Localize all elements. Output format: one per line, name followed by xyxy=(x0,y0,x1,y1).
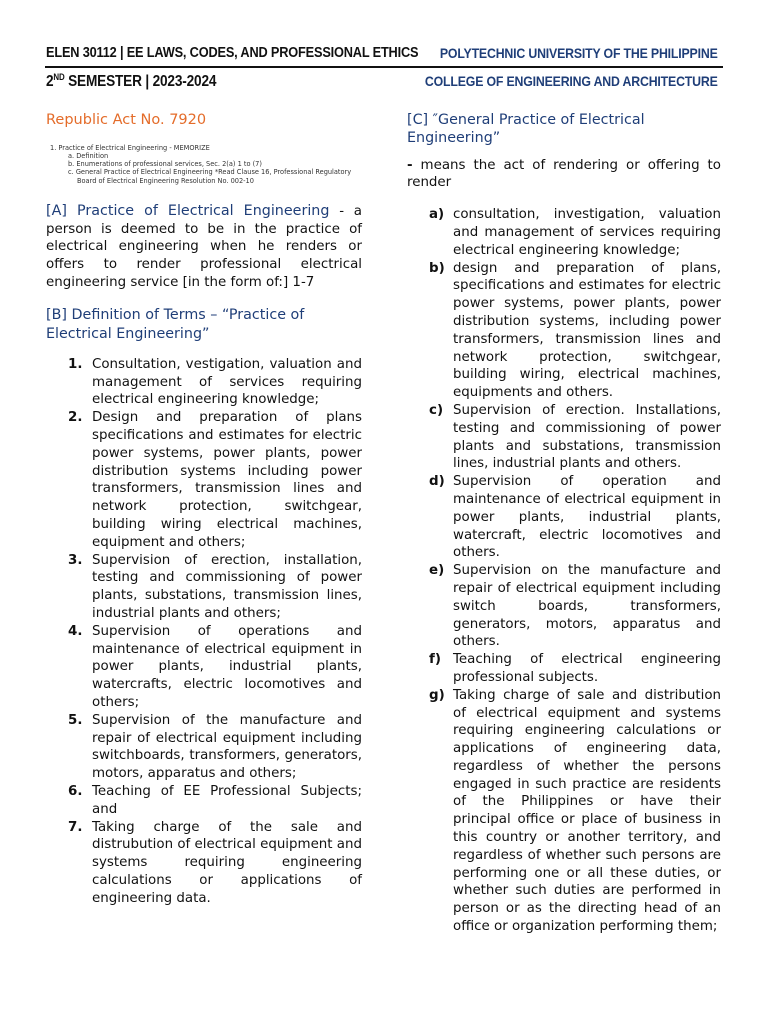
item-text: Supervision of operations and maintenance of electrical equipment in power plants, industrial plants, watercrafts, electric locomotives and others; xyxy=(92,623,362,710)
list-item xyxy=(407,206,721,259)
item-text: Supervision of operation and maintenance of electrical equipment in power plants, industrial plants, watercraft, electric locomotives and others. xyxy=(453,474,721,561)
republic-act-title: Republic Act No. 7920 xyxy=(46,112,207,128)
memo-line-1: 1. Practice of Electrical Engineering - MEMORIZE xyxy=(50,143,210,152)
list-item xyxy=(407,473,721,562)
list-item xyxy=(407,687,721,936)
item-text: Supervision on the manufacture and repair of electrical equipment including switch boards, transformers, generators, motors, apparatus and others. xyxy=(453,563,721,650)
memo-line-c: c. General Practice of Electrical Engineering *Read Clause 16, Professional Regulatory xyxy=(68,168,352,177)
college-name: COLLEGE OF ENGINEERING AND ARCHITECTURE xyxy=(425,73,718,89)
item-letter: g) xyxy=(429,687,445,703)
list-item xyxy=(407,260,721,402)
list-item xyxy=(407,402,721,473)
definition-dash: - xyxy=(407,157,413,173)
section-c-list xyxy=(407,206,721,936)
semester-line xyxy=(46,72,216,91)
item-number: 3. xyxy=(68,552,83,568)
semester-text: SEMESTER | 2023-2024 xyxy=(64,73,217,90)
item-text: Consultation, vestigation, valuation and management of services requiring electrical engineering knowledge; xyxy=(92,356,362,408)
list-item xyxy=(46,623,362,712)
item-text: consultation, investigation, valuation and management of services requiring electrical engineering knowledge; xyxy=(453,207,721,258)
section-c-heading: [C] ″General Practice of Electrical Engineering” xyxy=(407,112,645,146)
course-title: ELEN 30112 | EE LAWS, CODES, AND PROFESSIONAL ETHICS xyxy=(46,45,419,61)
item-letter: e) xyxy=(429,563,445,579)
list-item xyxy=(46,356,362,409)
section-b-heading: [B] Definition of Terms – “Practice of Electrical Engineering” xyxy=(46,306,305,342)
item-number: 5. xyxy=(68,712,83,728)
section-a-paragraph xyxy=(46,203,362,292)
list-item xyxy=(46,819,362,908)
item-number: 7. xyxy=(68,819,83,835)
memo-line-b: b. Enumerations of professional services, Sec. 2(a) 1 to (7) xyxy=(68,160,262,169)
item-number: 6. xyxy=(68,783,83,799)
list-item xyxy=(407,651,721,687)
semester-ordinal: ND xyxy=(53,72,65,82)
item-text: Teaching of electrical engineering professional subjects. xyxy=(453,652,721,685)
memorize-note xyxy=(46,144,362,185)
memo-line-a: a. Definition xyxy=(68,152,109,160)
section-a-body: - a person is deemed to be in the practice of electrical engineering when he renders or offers to render professional electrical engineering service [in the form of:] 1-7 xyxy=(46,203,362,290)
item-text: Taking charge of the sale and distrubution of electrical equipment and systems requiring engineering calculations or applications of engineering data. xyxy=(92,819,362,906)
list-item xyxy=(46,409,362,551)
list-item xyxy=(407,562,721,651)
left-column xyxy=(46,112,362,908)
item-number: 2. xyxy=(68,410,83,426)
item-text: Teaching of EE Professional Subjects; and xyxy=(92,783,362,817)
item-text: Supervision of the manufacture and repair of electrical equipment including switchboards, transformers, generators, motors, apparatus and others; xyxy=(92,712,362,782)
list-item xyxy=(46,552,362,623)
section-b-list xyxy=(46,356,362,908)
item-text: Design and preparation of plans specifications and estimates for electric power systems, power plants, power distribution systems including power transformers, transmission lines and network protection, switchgear, building wiring electrical machines, equipment and others; xyxy=(92,410,362,550)
item-letter: d) xyxy=(429,474,445,490)
item-letter: b) xyxy=(429,260,445,276)
section-c-definition xyxy=(407,157,721,193)
item-letter: a) xyxy=(429,207,445,223)
semester-number: 2 xyxy=(46,73,54,90)
right-column xyxy=(407,112,721,936)
definition-text: means the act of rendering or offering to render xyxy=(407,157,721,191)
section-a-heading: [A] Practice of Electrical Engineering xyxy=(46,202,330,219)
item-text: Supervision of erection. Installations, testing and commissioning of power plants and substations, transmission lines, industrial plants and others. xyxy=(453,402,721,472)
item-letter: f) xyxy=(429,652,441,668)
list-item xyxy=(46,712,362,783)
university-name: POLYTECHNIC UNIVERSITY OF THE PHILIPPINE xyxy=(440,45,718,61)
item-number: 4. xyxy=(68,623,83,639)
header-divider xyxy=(45,66,723,68)
item-text: design and preparation of plans, specifications and estimates for electric power systems, power plants, power distribution systems, including power transformers, transmission lines and network protection, switchgear, building wiring, electrical machines, equipments and others. xyxy=(453,260,721,401)
item-text: Taking charge of sale and distribution of electrical equipment and systems requiring engineering calculations or applications of engineering data, regardless of whether the persons engaged in such practice are residents of the Philippines or have their principal office or place of business in this country or another territory, and regardless of whether such persons are performing one or all these duties, or whether such duties are performed in person or as the directing head of an office or organization performing them; xyxy=(453,687,721,935)
item-number: 1. xyxy=(68,356,83,372)
memo-line-c-cont: Board of Electrical Engineering Resolution No. 002-10 xyxy=(77,176,254,185)
list-item xyxy=(46,783,362,819)
item-text: Supervision of erection, installation, testing and commissioning of power plants, substations, transmission lines, industrial plants and others; xyxy=(92,552,362,621)
item-letter: c) xyxy=(429,402,444,418)
